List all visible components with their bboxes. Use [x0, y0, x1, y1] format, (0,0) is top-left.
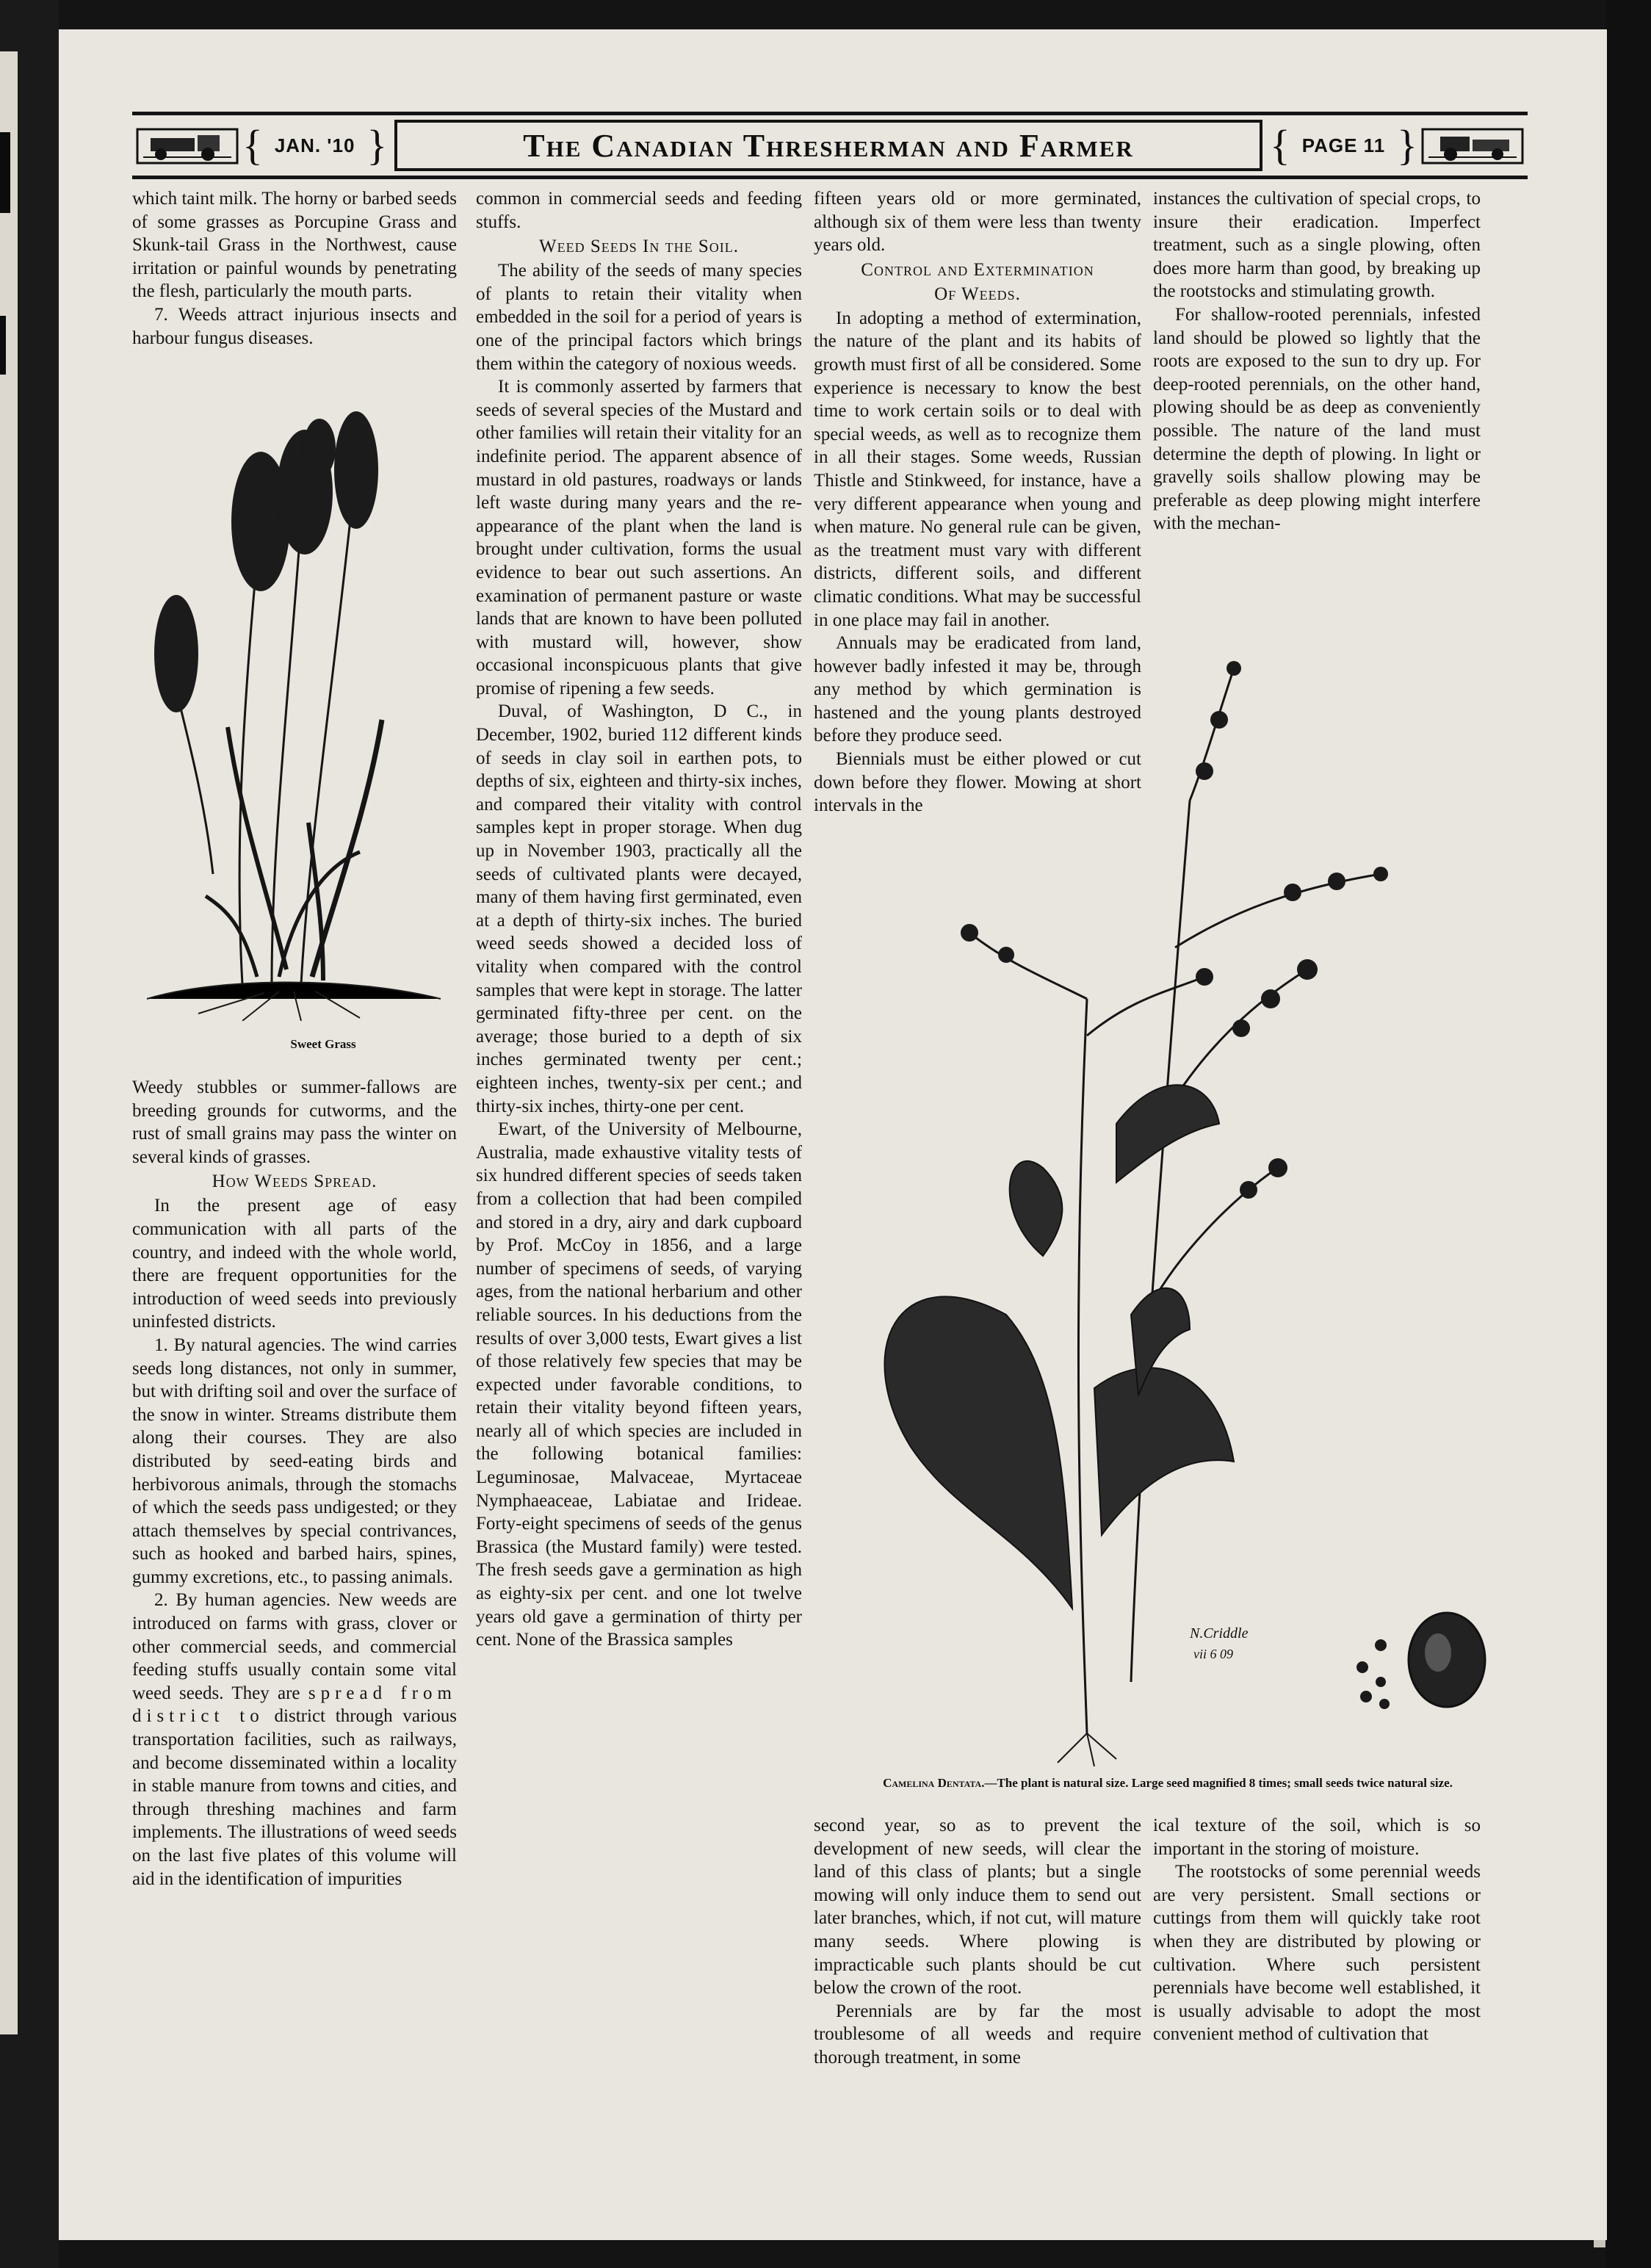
camelina-dentata-illustration: [823, 654, 1498, 1770]
column-1-bottom: [132, 1076, 457, 1890]
paragraph: It is commonly asserted by farmers that seeds of several species of the Mustard and other families will retain their vitality for an indefinite period. The apparent absence of mustard in old pastures, roadways or lands left waste during many years and the re-appearance of the plant when the land is brought under cultivation, forms the usual evidence to bear out such assertions. An examination of permanent pasture or waste lands that are known to have been polluted with mustard will, however, show occasional inconspicuous plants that give promise of ripening a few seeds.: [476, 377, 802, 698]
section-heading: Control and Extermination: [861, 259, 1094, 280]
paragraph: 1. By natural agencies. The wind carries seeds long distances, not only in summer, but with drifting soil and over the surface of the snow in winter. Streams distribute them along their courses. They are also distributed by seed-eating birds and herbivorous animals, through the stomachs of which the seeds pass undigested; or they attach themselves by special contrivances, such as hooked and barbed hairs, spines, gummy excretions, etc., to passing animals.: [132, 1335, 457, 1587]
paragraph: The rootstocks of some perennial weeds are very persistent. Small sections or cuttings from them will quickly take root when they are distributed by plowing or cultivation. Where such persistent perennials have become well established, it is usually advisable to adopt the most convenient method of cultivation that: [1153, 1862, 1481, 2045]
paragraph: [132, 1589, 457, 1890]
paragraph: Perennials are by far the most troublesome of all weeds and require thorough treatment, in some: [814, 2001, 1141, 2067]
section-heading: How Weeds Spread.: [212, 1171, 377, 1192]
sweet-grass-caption: Sweet Grass: [290, 1037, 356, 1051]
paragraph: In the present age of easy communication with all parts of the country, and indeed with the whole world, there are frequent opportunities for the introduction of weed seeds into previously uninfested districts.: [132, 1196, 457, 1332]
column-2: [476, 187, 802, 1652]
paragraph: Annuals may be eradicated from land, however badly infested it may be, through any method by which germination is hastened and the young plants destroyed before they produce seed.: [814, 633, 1141, 746]
camelina-caption: [867, 1776, 1469, 1791]
section-heading: Weed Seeds In the Soil.: [539, 236, 739, 257]
paragraph: Ewart, of the University of Melbourne, Australia, made exhaustive vitality tests of six hundred different species of seeds taken from a collection that had been compiled and stored in a dry, airy and dark cupboard by Prof. McCoy in 1856, and a large number of specimens of seeds, of varying ages, from the national herbarium and other reliable sources. In his deductions from the results of over 3,000 tests, Ewart gives a list of those relatively few species that may be expected under favorable conditions, to retain their vitality beyond fifteen years, nearly all of which species are included in the following botanical families: Leguminosae, Malvaceae, Myrtaceae Nymphaeaceae, Labiatae and Irideae. Forty-eight specimens of seeds of the genus Brassica (the Mustard family) were tested. The fresh seeds gave a germination as high as eighty-six per cent. and one lot twelve years old gave a germination of thirty per cent. None of the Brassica samples: [476, 1119, 802, 1650]
newspaper-page: [59, 29, 1607, 2240]
paragraph: In adopting a method of extermination, the nature of the plant and its habits of growth must first of all be considered. Some experience is necessary to know the best time to work certain soils or to deal with special weeds, as well as to recognize them in all their stages. Some weeds, Russian Thistle and Stinkweed, for instance, have a very different appearance when young and when mature. No general rule can be given, as the treatment must vary with different districts, different soils, and different climatic conditions. What may be successful in one place may fail in another.: [814, 308, 1141, 630]
column-3-bottom: [814, 1814, 1141, 2070]
caption-text: —The plant is natural size. Large seed magnified 8 times; small seeds twice natural size.: [984, 1776, 1453, 1790]
brace-ornament: {: [1269, 121, 1290, 169]
paragraph: fifteen years old or more germinated, although six of them were less than twenty years old.: [814, 189, 1141, 256]
binding-spine: [0, 0, 59, 2268]
column-4-top: [1153, 187, 1481, 535]
paragraph: common in commercial seeds and feeding stuffs.: [476, 189, 802, 232]
column-1-top: [132, 187, 457, 350]
text-run: spread from district to: [132, 1683, 457, 1727]
issue-date: JAN. '10: [274, 134, 355, 156]
paragraph: Biennials must be either plowed or cut down before they flower. Mowing at short intervals in the: [814, 749, 1141, 816]
binding-mark: [0, 316, 6, 375]
title-frame: [394, 120, 1262, 171]
section-heading: Of Weeds.: [934, 284, 1021, 304]
text-run: 2. By human agencies. New weeds are introduced on farms with grass, clover or other commercial seeds, and commercial feeding stuffs usually contain some vital weed seeds. They are: [132, 1590, 457, 1703]
brace-ornament: }: [1397, 121, 1417, 169]
publication-title: The Canadian Thresherman and Farmer: [523, 127, 1134, 164]
artist-signature-date: vii 6 09: [1193, 1647, 1233, 1661]
paragraph: second year, so as to prevent the development of new seeds, will clear the land of this class of plants; but a single mowing will only induce them to send out later branches, which, if not cut, will mature many seeds. Where plowing is impracticable such plants should be cut below the crown of the root.: [814, 1816, 1141, 1998]
paragraph: which taint milk. The horny or barbed seeds of some grasses as Porcupine Grass and Skunk-tail Grass in the Northwest, cause irritation or painful wounds by penetrating the flesh, particularly the mouth parts.: [132, 189, 457, 302]
text-run: district through various transportation facilities, such as railways, and become disseminated within a locality in stable manure from towns and cities, and through threshing machines and farm implements. The illustrations of weed seeds on the last five plates of this volume will aid in the identification of impurities: [132, 1706, 457, 1889]
paragraph: For shallow-rooted perennials, infested land should be plowed so lightly that the roots are exposed to the sun to dry up. For deep-rooted perennials, on the other hand, plowing should be as deep as conveniently possible. The nature of the land must determine the depth of plowing. In light or gravelly soils shallow plowing may be preferable as deep plowing might interfere with the mechan-: [1153, 304, 1481, 534]
page-number: PAGE 11: [1301, 134, 1386, 156]
thresher-engraving-left: [132, 122, 242, 169]
paragraph: 7. Weeds attract injurious insects and harbour fungus diseases.: [132, 304, 457, 348]
paragraph: ical texture of the soil, which is so important in the storing of moisture.: [1153, 1816, 1481, 1859]
paragraph: instances the cultivation of special crops, to insure their eradication. Imperfect treatment, such as a single plowing, often does more harm than good, by breaking up the rootstocks and stimulating growth.: [1153, 189, 1481, 302]
scan-border-right: [1605, 0, 1651, 2268]
brace-ornament: {: [242, 121, 263, 169]
sweet-grass-illustration: [132, 411, 455, 1021]
artist-signature: N.Criddle: [1190, 1625, 1249, 1642]
binding-mark: [0, 132, 10, 213]
thresher-engraving-right: [1417, 122, 1528, 169]
paragraph: Duval, of Washington, D C., in December, 1902, buried 112 different kinds of seeds in clay soil in earthen pots, to depths of six, eighteen and thirty-six inches, and compared their vitality with control samples kept in proper storage. When dug up in November 1903, practically all the seeds of cultivated plants were decayed, many of them having first germinated, even at a depth of thirty-six inches. The buried weed seeds showed a decided loss of vitality when compared with the control samples that were kept in storage. The latter germinated fifty-three per cent. on the average; those buried to a depth of six inches germinated twenty per cent.; eighteen inches, twenty-six per cent.; and thirty-six inches, thirty-one per cent.: [476, 701, 802, 1116]
paragraph: Weedy stubbles or summer-fallows are breeding grounds for cutworms, and the rust of small grains may pass the winter on several kinds of grasses.: [132, 1077, 457, 1167]
brace-ornament: }: [366, 121, 388, 169]
caption-name: Camelina Dentata.: [883, 1776, 985, 1790]
masthead: [132, 112, 1528, 179]
column-4-bottom: [1153, 1814, 1481, 2046]
paragraph: The ability of the seeds of many species of plants to retain their vitality when embedded in the soil for a period of years is one of the principal factors which brings them within the category of noxious weeds.: [476, 261, 802, 374]
